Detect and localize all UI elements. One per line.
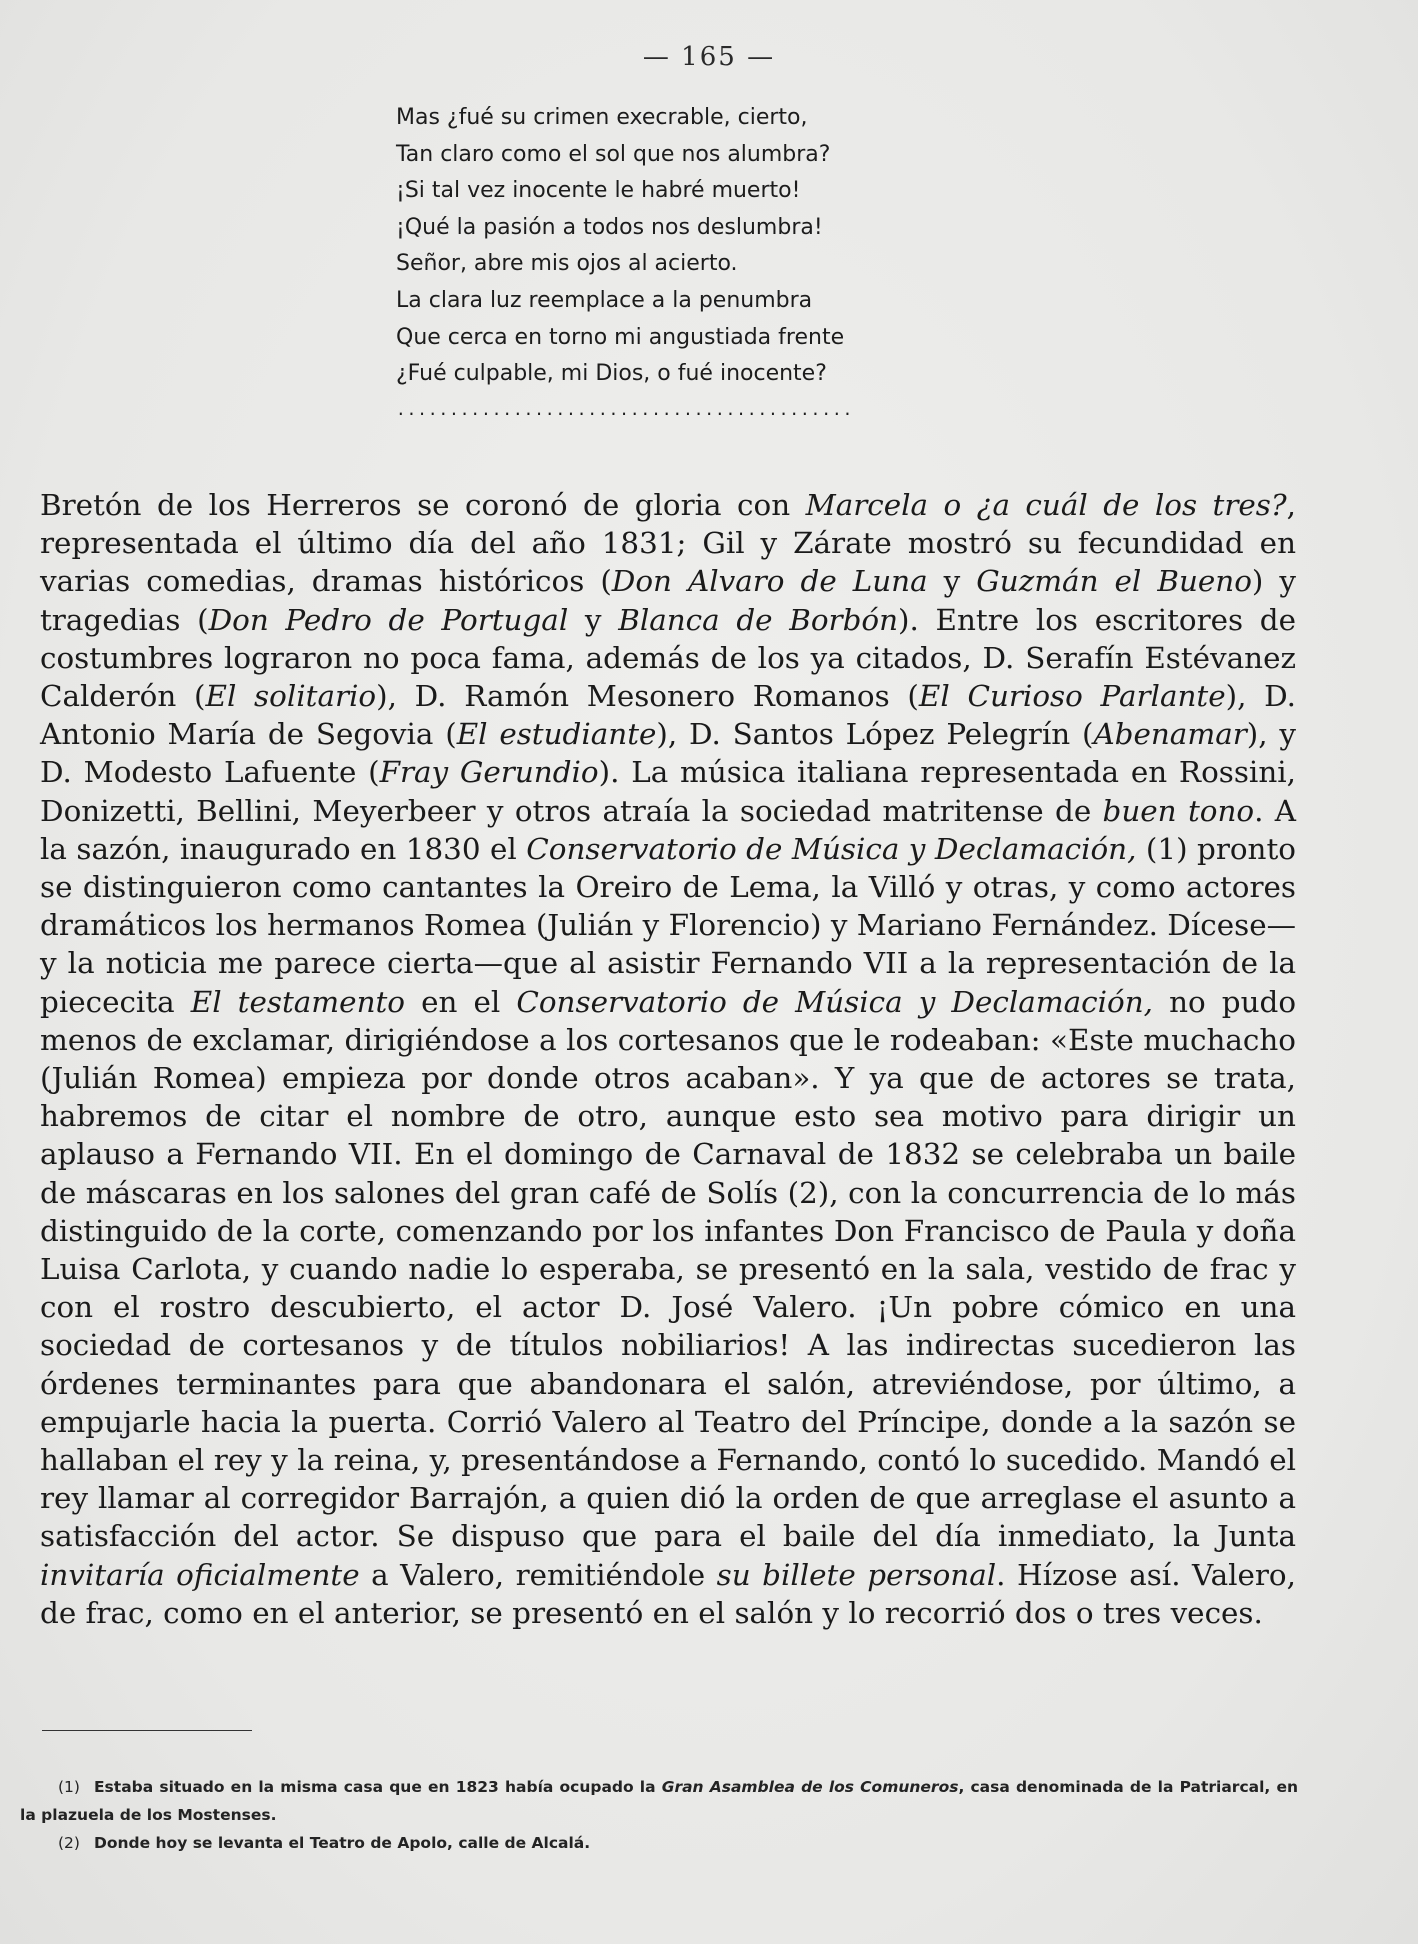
italic-title-run: Don Alvaro de Luna — [611, 564, 928, 599]
text-run: . A la sazón, inaugurado en 1830 el — [40, 793, 1296, 866]
footnote-rule — [42, 1730, 252, 1731]
verse-ellipsis: ........................................... — [396, 399, 854, 419]
footnote-number: (2) — [58, 1834, 80, 1852]
verse-line: Tan claro como el sol que nos alumbra? — [396, 141, 831, 167]
text-run: ), D. Ramón Mesonero Romanos ( — [376, 679, 919, 714]
text-run: y — [927, 564, 977, 599]
text-run: no pudo menos de exclamar, dirigiéndose a los cortesanos que le rodeaban: «Este muchacho (Julián Romea) empieza por donde otros acaban». Y ya que de actores se trata, habremos de citar el nombre de otro, aunque esto sea motivo para dirigir un aplauso a Fernando VII. En el domingo de Carnaval de 1832 se celebraba un baile de máscaras en los salones del gran café de Solís (2), con la concurrencia de lo más distinguido de la corte, comenzando por los infantes Don Francisco de Paula y doña Luisa Carlota, y cuando nadie lo esperaba, se presentó en la sala, vestido de frac y con el rostro descubierto, el actor D. José Valero. ¡Un pobre cómico en una sociedad de cortesanos y de títulos nobiliarios! A las indirectas sucedieron las órdenes terminantes para que abandonara el salón, atreviéndose, por último, a empujarle hacia la puerta. Corrió Valero al Teatro del Príncipe, donde a la sazón se hallaban el rey y la reina, y, presentándose a Fernando, contó lo sucedido. Mandó el rey llamar al corregidor Barrajón, a quien dió la orden de que arreglase el asunto a satisfacción del actor. Se dispuso que para el baile del día inmediato, la Junta — [40, 984, 1297, 1554]
page-number: — 165 — — [642, 42, 776, 72]
text-run: a Valero, remitiéndole — [359, 1557, 717, 1592]
verse-line: ¡Qué la pasión a todos nos deslumbra! — [396, 214, 823, 240]
italic-title-run: Marcela o ¿a cuál de los tres? — [805, 488, 1287, 522]
text-run: , representada el último día del año 1831; Gil y Zárate mostró su fecundidad en varias comedias, dramas históricos ( — [40, 488, 1296, 599]
text-run: ), y D. Modesto Lafuente ( — [40, 717, 1296, 790]
text-run: y — [568, 602, 619, 637]
italic-title-run: Abenamar — [1093, 717, 1247, 752]
footnotes — [20, 1773, 1298, 1857]
italic-title-run: invitaría oficialmente — [40, 1557, 360, 1592]
italic-title-run: su billete personal — [716, 1557, 997, 1592]
body-paragraph — [40, 486, 1296, 1632]
verse-line: ¡Si tal vez inocente le habré muerto! — [396, 178, 801, 204]
footnote-text: Donde hoy se levanta el Teatro de Apolo, calle de Alcalá. — [93, 1834, 591, 1852]
text-run: Bretón de los Herreros se coronó de gloria con — [40, 488, 806, 522]
italic-title-run: Blanca de Borbón — [618, 602, 899, 637]
text-run: ). Entre los escritores de costumbres lograron no poca fama, además de los ya citados, D. Serafín Estévanez Calderón ( — [40, 602, 1297, 714]
verse-line: Mas ¿fué su crimen execrable, cierto, — [396, 105, 808, 130]
verse-line: Señor, abre mis ojos al acierto. — [396, 251, 738, 277]
footnote-text: Estaba situado en la misma casa que en 1823 había ocupado la — [93, 1778, 662, 1796]
verse-line: Que cerca en torno mi angustiada frente — [396, 324, 845, 350]
italic-title-run: Guzmán el Bueno — [976, 564, 1252, 599]
italic-title-run: Conservatorio de Música y Declamación, — [516, 984, 1153, 1019]
italic-title-run: Conservatorio de Música y Declamación, — [526, 831, 1137, 866]
text-run: ) y tragedias ( — [40, 564, 1296, 637]
italic-title-run: Don Pedro de Portugal — [208, 602, 569, 637]
text-run: ), D. Santos López Pelegrín ( — [656, 717, 1094, 752]
italic-title-run: El estudiante — [456, 717, 657, 752]
text-run: (1) pronto se distinguieron como cantantes la Oreiro de Lema, la Villó y otras, y como actores dramáticos los hermanos Romea (Julián y Florencio) y Mariano Fernández. Dícese—y la noticia me parece cierta—que al asistir Fernando VII a la representación de la piececita — [40, 831, 1296, 1019]
italic-title-run: El Curioso Parlante — [918, 679, 1226, 714]
footnote-number: (1) — [58, 1778, 80, 1796]
footnote — [20, 1829, 1298, 1857]
text-run: ), D. Antonio María de Segovia ( — [40, 679, 1296, 752]
italic-title-run: El testamento — [190, 984, 406, 1019]
italic-title-run: buen tono — [1102, 793, 1255, 828]
verse-line: ¿Fué culpable, mi Dios, o fué inocente? — [396, 361, 827, 387]
footnote-italic-run: Gran Asamblea de los Comuneros — [661, 1778, 959, 1796]
italic-title-run: El solitario — [205, 679, 377, 714]
text-run: . Hízose así. Valero, de frac, como en el anterior, se presentó en el salón y lo recorrió dos o tres veces. — [40, 1557, 1296, 1630]
footnote — [20, 1773, 1298, 1829]
footnote-text: , casa denominada de la Patriarcal, en la plazuela de los Mostenses. — [20, 1778, 1298, 1824]
text-run: ). La música italiana representada en Rossini, Donizetti, Bellini, Meyerbeer y otros atraía la sociedad matritense de — [40, 755, 1296, 828]
italic-title-run: Fray Gerundio — [379, 755, 599, 790]
verse-line: La clara luz reemplace a la penumbra — [396, 287, 813, 313]
text-run: en el — [405, 984, 517, 1019]
verse-stanza — [396, 100, 956, 425]
